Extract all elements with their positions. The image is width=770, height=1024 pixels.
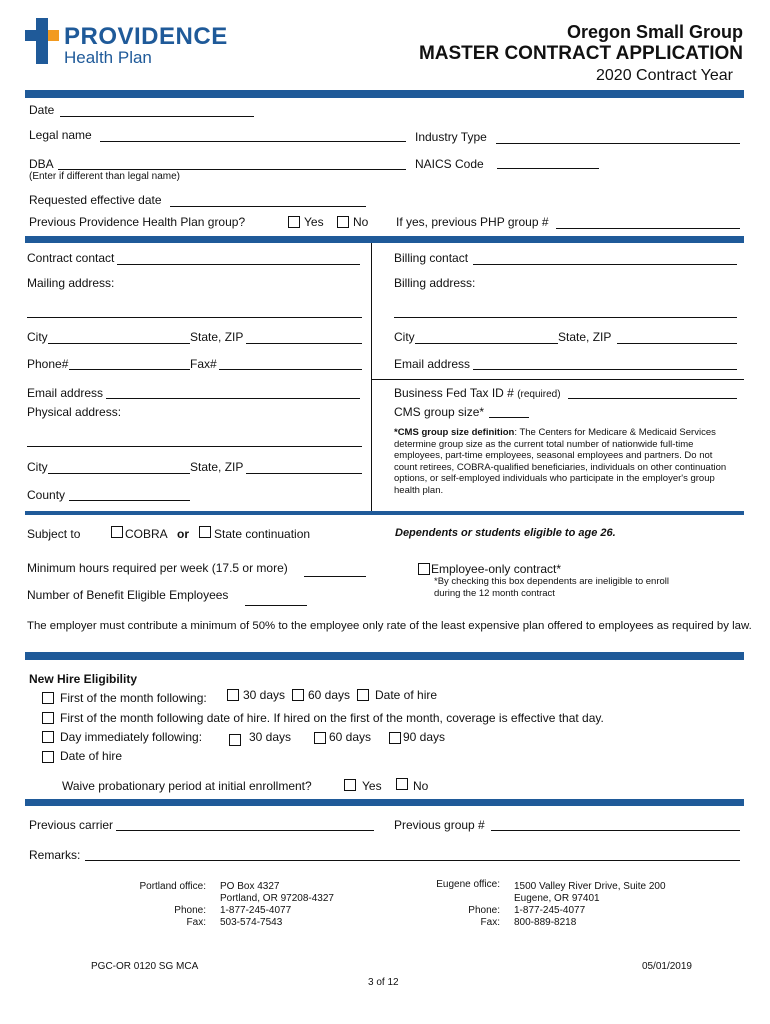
first-month-30-label: 30 days [243,688,286,702]
physical-state-zip-label: State, ZIP [190,460,244,474]
mailing-city-label: City [27,330,48,344]
naics-field[interactable] [497,168,599,169]
contract-contact-label: Contract contact [27,251,115,265]
county-label: County [27,488,66,502]
first-month-doh-rule-checkbox[interactable] [42,712,54,724]
billing-contact-label: Billing contact [394,251,469,265]
day-immediately-30-label: 30 days [249,730,292,744]
remarks-field[interactable] [85,860,740,861]
state-continuation-checkbox[interactable] [199,526,211,538]
mailing-state-zip-field[interactable] [246,343,362,344]
portland-phone: 1-877-245-4077 [220,905,292,916]
date-label: Date [29,103,55,117]
industry-type-field[interactable] [496,143,740,144]
billing-state-zip-field[interactable] [617,343,737,344]
first-month-doh-checkbox[interactable] [357,689,369,701]
waive-yes-checkbox[interactable] [344,779,356,791]
previous-group-field[interactable] [491,830,740,831]
waive-probation-question: Waive probationary period at initial enrollment? [62,779,312,793]
logo-subtitle: Health Plan [64,48,152,67]
or-label: or [177,527,189,541]
eugene-phone: 1-877-245-4077 [514,905,586,916]
mailing-address-field[interactable] [27,317,362,318]
fed-tax-id-field[interactable] [568,398,737,399]
billing-state-zip-label: State, ZIP [558,330,612,344]
section-bar [25,90,744,98]
billing-email-field[interactable] [473,369,737,370]
benefit-eligible-label: Number of Benefit Eligible Employees [27,588,229,602]
row-divider [371,379,744,380]
eugene-office-label: Eugene office: [436,879,500,890]
column-divider [371,243,372,511]
employee-only-checkbox[interactable] [418,563,430,575]
form-id: PGC-OR 0120 SG MCA [91,961,199,972]
previous-php-group-label: If yes, previous PHP group # [396,215,549,229]
portland-fax: 503-574-7543 [220,917,283,928]
section-bar [25,799,744,806]
county-field[interactable] [69,500,190,501]
billing-address-label: Billing address: [394,276,476,290]
remarks-label: Remarks: [29,848,81,862]
day-immediately-60-checkbox[interactable] [314,732,326,744]
fax-label: Fax# [190,357,217,371]
dba-label: DBA [29,157,54,171]
logo-name: PROVIDENCE [64,23,228,50]
benefit-eligible-field[interactable] [245,605,307,606]
billing-contact-field[interactable] [473,264,737,265]
day-immediately-90-checkbox[interactable] [389,732,401,744]
no-label: No [353,215,369,229]
previous-carrier-label: Previous carrier [29,818,114,832]
eugene-fax: 800-889-8218 [514,917,577,928]
eugene-address-1: 1500 Valley River Drive, Suite 200 [514,881,666,892]
cobra-checkbox[interactable] [111,526,123,538]
cms-group-size-field[interactable] [489,417,529,418]
cms-definition [394,427,736,496]
previous-carrier-field[interactable] [116,830,374,831]
day-immediately-checkbox[interactable] [42,731,54,743]
mailing-state-zip-label: State, ZIP [190,330,244,344]
day-immediately-30-checkbox[interactable] [229,734,241,746]
section-bar [25,511,744,515]
physical-address-label: Physical address: [27,405,122,419]
contact-email-field[interactable] [106,398,360,399]
first-month-60-label: 60 days [308,688,351,702]
requested-effective-date-field[interactable] [170,206,366,207]
yes-label: Yes [304,215,324,229]
page-number: 3 of 12 [368,977,399,988]
cobra-label: COBRA [125,527,168,541]
waive-yes-label: Yes [362,779,382,793]
day-immediately-90-label: 90 days [403,730,446,744]
first-month-30-checkbox[interactable] [227,689,239,701]
contract-contact-field[interactable] [117,264,360,265]
required-note: (required) [517,389,561,400]
previous-group-label: Previous group # [394,818,485,832]
previous-group-yes-checkbox[interactable] [288,216,300,228]
day-immediately-60-label: 60 days [329,730,372,744]
date-of-hire-label: Date of hire [60,749,123,763]
previous-php-group-field[interactable] [556,228,740,229]
day-immediately-label: Day immediately following: [60,730,203,744]
contact-email-label: Email address [27,386,104,400]
new-hire-title: New Hire Eligibility [29,672,138,686]
employee-only-label: Employee-only contract* [431,562,562,576]
fax-field[interactable] [219,369,362,370]
min-hours-field[interactable] [304,576,366,577]
portland-address-2: Portland, OR 97208-4327 [220,893,334,904]
portland-fax-label: Fax: [186,917,206,928]
first-month-doh-label: Date of hire [375,688,438,702]
fed-tax-id-label [394,386,561,400]
physical-city-label: City [27,460,48,474]
previous-group-no-checkbox[interactable] [337,216,349,228]
section-bar [25,236,744,243]
employee-only-note-2: during the 12 month contract [434,588,555,599]
cms-definition-title: *CMS group size definition [394,427,515,438]
eugene-address-2: Eugene, OR 97401 [514,893,600,904]
employee-only-note-1: *By checking this box dependents are ineligible to enroll [434,576,670,587]
legal-name-label: Legal name [29,128,92,142]
portland-office-label: Portland office: [139,881,206,892]
billing-city-label: City [394,330,415,344]
cms-definition-text: : The Centers for Medicare & Medicaid Services determine group size as the current total number of nationwide full-time employees, part-time employees, seasonal employees and partners. Do not count retirees, COBRA-qualified beneficiaries, individuals on other continuation options, or self-employed individuals who participate in the employer's group health plan. [394,427,727,496]
cross-logo-icon [25,18,59,64]
min-hours-label: Minimum hours required per week (17.5 or more) [27,561,288,575]
eugene-phone-label: Phone: [468,905,500,916]
legal-name-field[interactable] [100,141,406,142]
phone-label: Phone# [27,357,69,371]
portland-phone-label: Phone: [174,905,206,916]
first-month-label: First of the month following: [60,691,207,705]
fed-tax-id-text: Business Fed Tax ID # [394,386,514,400]
previous-group-question: Previous Providence Health Plan group? [29,215,246,229]
date-of-hire-checkbox[interactable] [42,751,54,763]
mailing-address-label: Mailing address: [27,276,115,290]
date-field[interactable] [60,116,254,117]
header-line1: Oregon Small Group [566,22,743,42]
phone-field[interactable] [69,369,190,370]
dba-field[interactable] [58,169,406,170]
header-title: MASTER CONTRACT APPLICATION [418,43,743,64]
physical-city-field[interactable] [48,473,190,474]
industry-type-label: Industry Type [415,130,487,144]
first-month-checkbox[interactable] [42,692,54,704]
contribution-note: The employer must contribute a minimum of 50% to the employee only rate of the least expensive plan offered to employees as required by law. [27,620,752,632]
naics-label: NAICS Code [415,157,484,171]
billing-city-field[interactable] [415,343,558,344]
waive-no-label: No [413,779,429,793]
requested-effective-date-label: Requested effective date [29,193,162,207]
section-bar [25,652,744,660]
physical-state-zip-field[interactable] [246,473,362,474]
cms-group-size-label: CMS group size* [394,405,485,419]
dba-note: (Enter if different than legal name) [29,171,181,182]
form-date: 05/01/2019 [641,961,692,972]
billing-address-field[interactable] [394,317,737,318]
waive-no-checkbox[interactable] [396,778,408,790]
first-month-doh-rule-label: First of the month following date of hire. If hired on the first of the month, coverage is effective that day. [60,711,604,725]
eugene-fax-label: Fax: [480,917,500,928]
subject-to-label: Subject to [27,527,81,541]
mailing-city-field[interactable] [48,343,190,344]
portland-address-1: PO Box 4327 [220,881,280,892]
physical-address-field[interactable] [27,446,362,447]
state-continuation-label: State continuation [214,527,311,541]
dependents-note: Dependents or students eligible to age 26. [395,527,616,539]
first-month-60-checkbox[interactable] [292,689,304,701]
header-contract-year: 2020 Contract Year [596,67,733,84]
billing-email-label: Email address [394,357,471,371]
